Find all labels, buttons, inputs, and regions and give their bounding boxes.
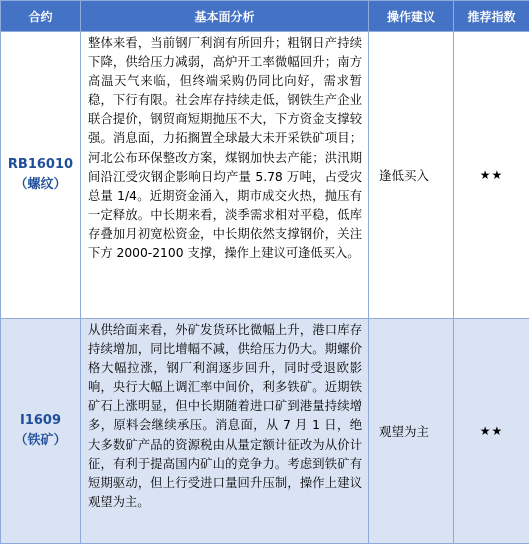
header-rating: 推荐指数 [454, 1, 529, 32]
advice-text: 逢低买入 [369, 32, 454, 319]
table-row [1, 319, 529, 544]
contract-cell [1, 32, 81, 319]
advice-text: 观望为主 [369, 319, 454, 544]
contract-code: RB16010 [2, 155, 79, 175]
rating-stars: ★★ [454, 319, 529, 544]
contract-name: （铁矿） [2, 431, 79, 451]
rating-stars: ★★ [454, 32, 529, 319]
contract-name: （螺纹） [2, 175, 79, 195]
table-row [1, 32, 529, 319]
header-analysis: 基本面分析 [81, 1, 369, 32]
header-contract: 合约 [1, 1, 81, 32]
analysis-text: 整体来看，当前钢厂利润有所回升；粗钢日产持续下降，供给压力减弱，高炉开工率微幅回升；南方高温天气来临，但终端采购仍同比向好，需求暂稳，下行有限。社会库存持续走低，钢铁生产企业联合提价，钢贸商短期抛压不大，下方资金支撑较强。消息面，力拓搁置全球最大未开采铁矿项目；河北公布环保整改方案，煤钢加快去产能；洪汛期间沿江受灾钢企影响日均产量 5.78 万吨，占受灾总量 1/4。近期资金涌入，期市成交火热，抛压有一定释放。中长期来看，淡季需求相对平稳，低库存叠加月初宽松资金，中长期依然支撑钢价，关注下方 2000-2100 支撑，操作上建议可逢低买入。 [81, 32, 369, 319]
contract-cell [1, 319, 81, 544]
contract-code: I1609 [2, 411, 79, 431]
analysis-text: 从供给面来看，外矿发货环比微幅上升，港口库存持续增加，同比增幅不减，供给压力仍大。期螺价格大幅拉涨，钢厂利润逐步回升，同时受退欧影响，央行大幅上调汇率中间价，利多铁矿。近期铁矿石上涨明显，但中长期随着进口矿到港量持续增多，原料会继续承压。消息面，从 7 月 1 日，绝大多数矿产品的资源税由从量定额计征改为从价计征，有利于提高国内矿山的竞争力。考虑到铁矿有短期驱动，但上行受进口量回升压制，操作上建议观望为主。 [81, 319, 369, 544]
header-row [1, 1, 529, 32]
header-advice: 操作建议 [369, 1, 454, 32]
